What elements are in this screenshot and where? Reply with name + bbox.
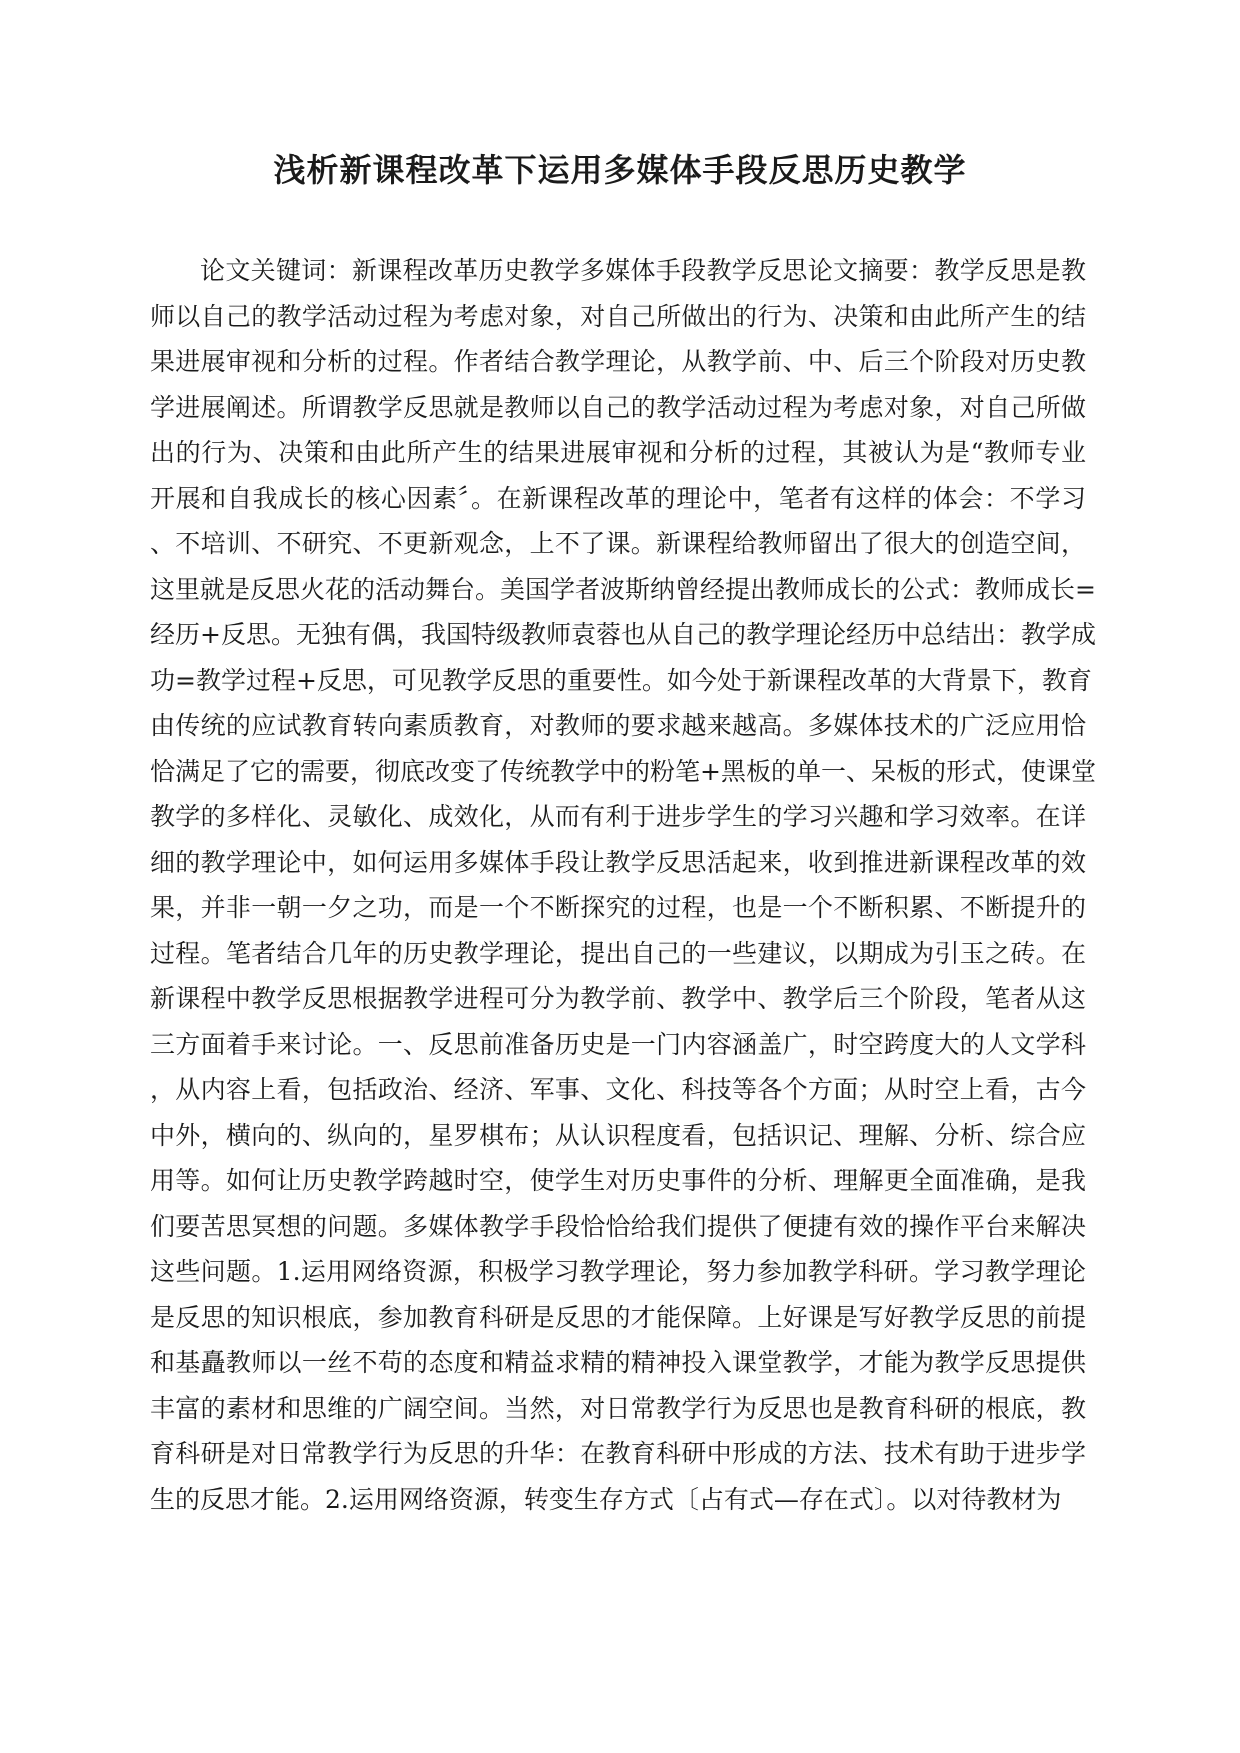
- text-line: 用等。如何让历史教学跨越时空，使学生对历史事件的分析、理解更全面准确，是我: [150, 1166, 1086, 1195]
- text-line: 这些问题。1.运用网络资源，积极学习教学理论，努力参加教学科研。学习教学理论: [150, 1257, 1086, 1286]
- text-line: 是反思的知识根底，参加教育科研是反思的才能保障。上好课是写好教学反思的前提: [150, 1302, 1086, 1332]
- text-line: 论文关键词：新课程改革历史教学多媒体手段教学反思论文摘要：教学反思是教: [200, 256, 1086, 285]
- text-line: 经历+反思。无独有偶，我国特级教师袁蓉也从自己的教学理论经历中总结出：教学成: [150, 620, 1096, 649]
- text-line: 出的行为、决策和由此所产生的结果进展审视和分析的过程，其被认为是“教师专业: [150, 438, 1086, 467]
- text-line: 和基矗教师以一丝不苟的态度和精益求精的精神投入课堂教学，才能为教学反思提供: [150, 1348, 1086, 1377]
- text-line: 教学的多样化、灵敏化、成效化，从而有利于进步学生的学习兴趣和学习效率。在详: [150, 802, 1086, 831]
- text-line: 生的反思才能。2.运用网络资源，转变生存方式〔占有式—存在式〕。以对待教材为: [150, 1484, 1062, 1514]
- text-line: 这里就是反思火花的活动舞台。美国学者波斯纳曾经提出教师成长的公式：教师成长=: [150, 574, 1096, 604]
- text-line: 功=教学过程+反思，可见教学反思的重要性。如今处于新课程改革的大背景下，教育: [150, 665, 1092, 695]
- text-line: 果进展审视和分析的过程。作者结合教学理论，从教学前、中、后三个阶段对历史教: [150, 347, 1086, 376]
- document-title: 浅析新课程改革下运用多媒体手段反思历史教学: [273, 151, 967, 189]
- text-line: 三方面着手来讨论。一、反思前准备历史是一门内容涵盖广，时空跨度大的人文学科: [150, 1029, 1086, 1059]
- body-paragraph: [150, 248, 1096, 1522]
- text-line: ，从内容上看，包括政治、经济、军事、文化、科技等各个方面；从时空上看，古今: [150, 1075, 1086, 1104]
- text-line: 过程。笔者结合几年的历史教学理论，提出自己的一些建议，以期成为引玉之砖。在: [150, 938, 1086, 968]
- text-line: 细的教学理论中，如何运用多媒体手段让教学反思活起来，收到推进新课程改革的效: [150, 847, 1086, 877]
- text-line: 、不培训、不研究、不更新观念，上不了课。新课程给教师留出了很大的创造空间，: [150, 529, 1086, 558]
- text-line: 中外，横向的、纵向的，星罗棋布；从认识程度看，包括识记、理解、分析、综合应: [150, 1120, 1086, 1150]
- text-line: 由传统的应试教育转向素质教育，对教师的要求越来越高。多媒体技术的广泛应用恰: [150, 711, 1086, 740]
- text-line: 丰富的素材和思维的广阔空间。当然，对日常教学行为反思也是教育科研的根底，教: [150, 1393, 1086, 1423]
- text-line: 开展和自我成长的核心因素〞。在新课程改革的理论中，笔者有这样的体会：不学习: [150, 483, 1086, 513]
- text-line: 学进展阐述。所谓教学反思就是教师以自己的教学活动过程为考虑对象，对自己所做: [150, 392, 1086, 422]
- text-line: 们要苦思冥想的问题。多媒体教学手段恰恰给我们提供了便捷有效的操作平台来解决: [150, 1211, 1086, 1241]
- text-line: 恰满足了它的需要，彻底改变了传统教学中的粉笔+黑板的单一、呆板的形式，使课堂: [150, 756, 1096, 786]
- text-line: 育科研是对日常教学行为反思的升华：在教育科研中形成的方法、技术有助于进步学: [150, 1439, 1086, 1468]
- text-line: 师以自己的教学活动过程为考虑对象，对自己所做出的行为、决策和由此所产生的结: [150, 301, 1086, 331]
- text-line: 果，并非一朝一夕之功，而是一个不断探究的过程，也是一个不断积累、不断提升的: [150, 893, 1086, 922]
- text-line: 新课程中教学反思根据教学进程可分为教学前、教学中、教学后三个阶段，笔者从这: [150, 984, 1086, 1013]
